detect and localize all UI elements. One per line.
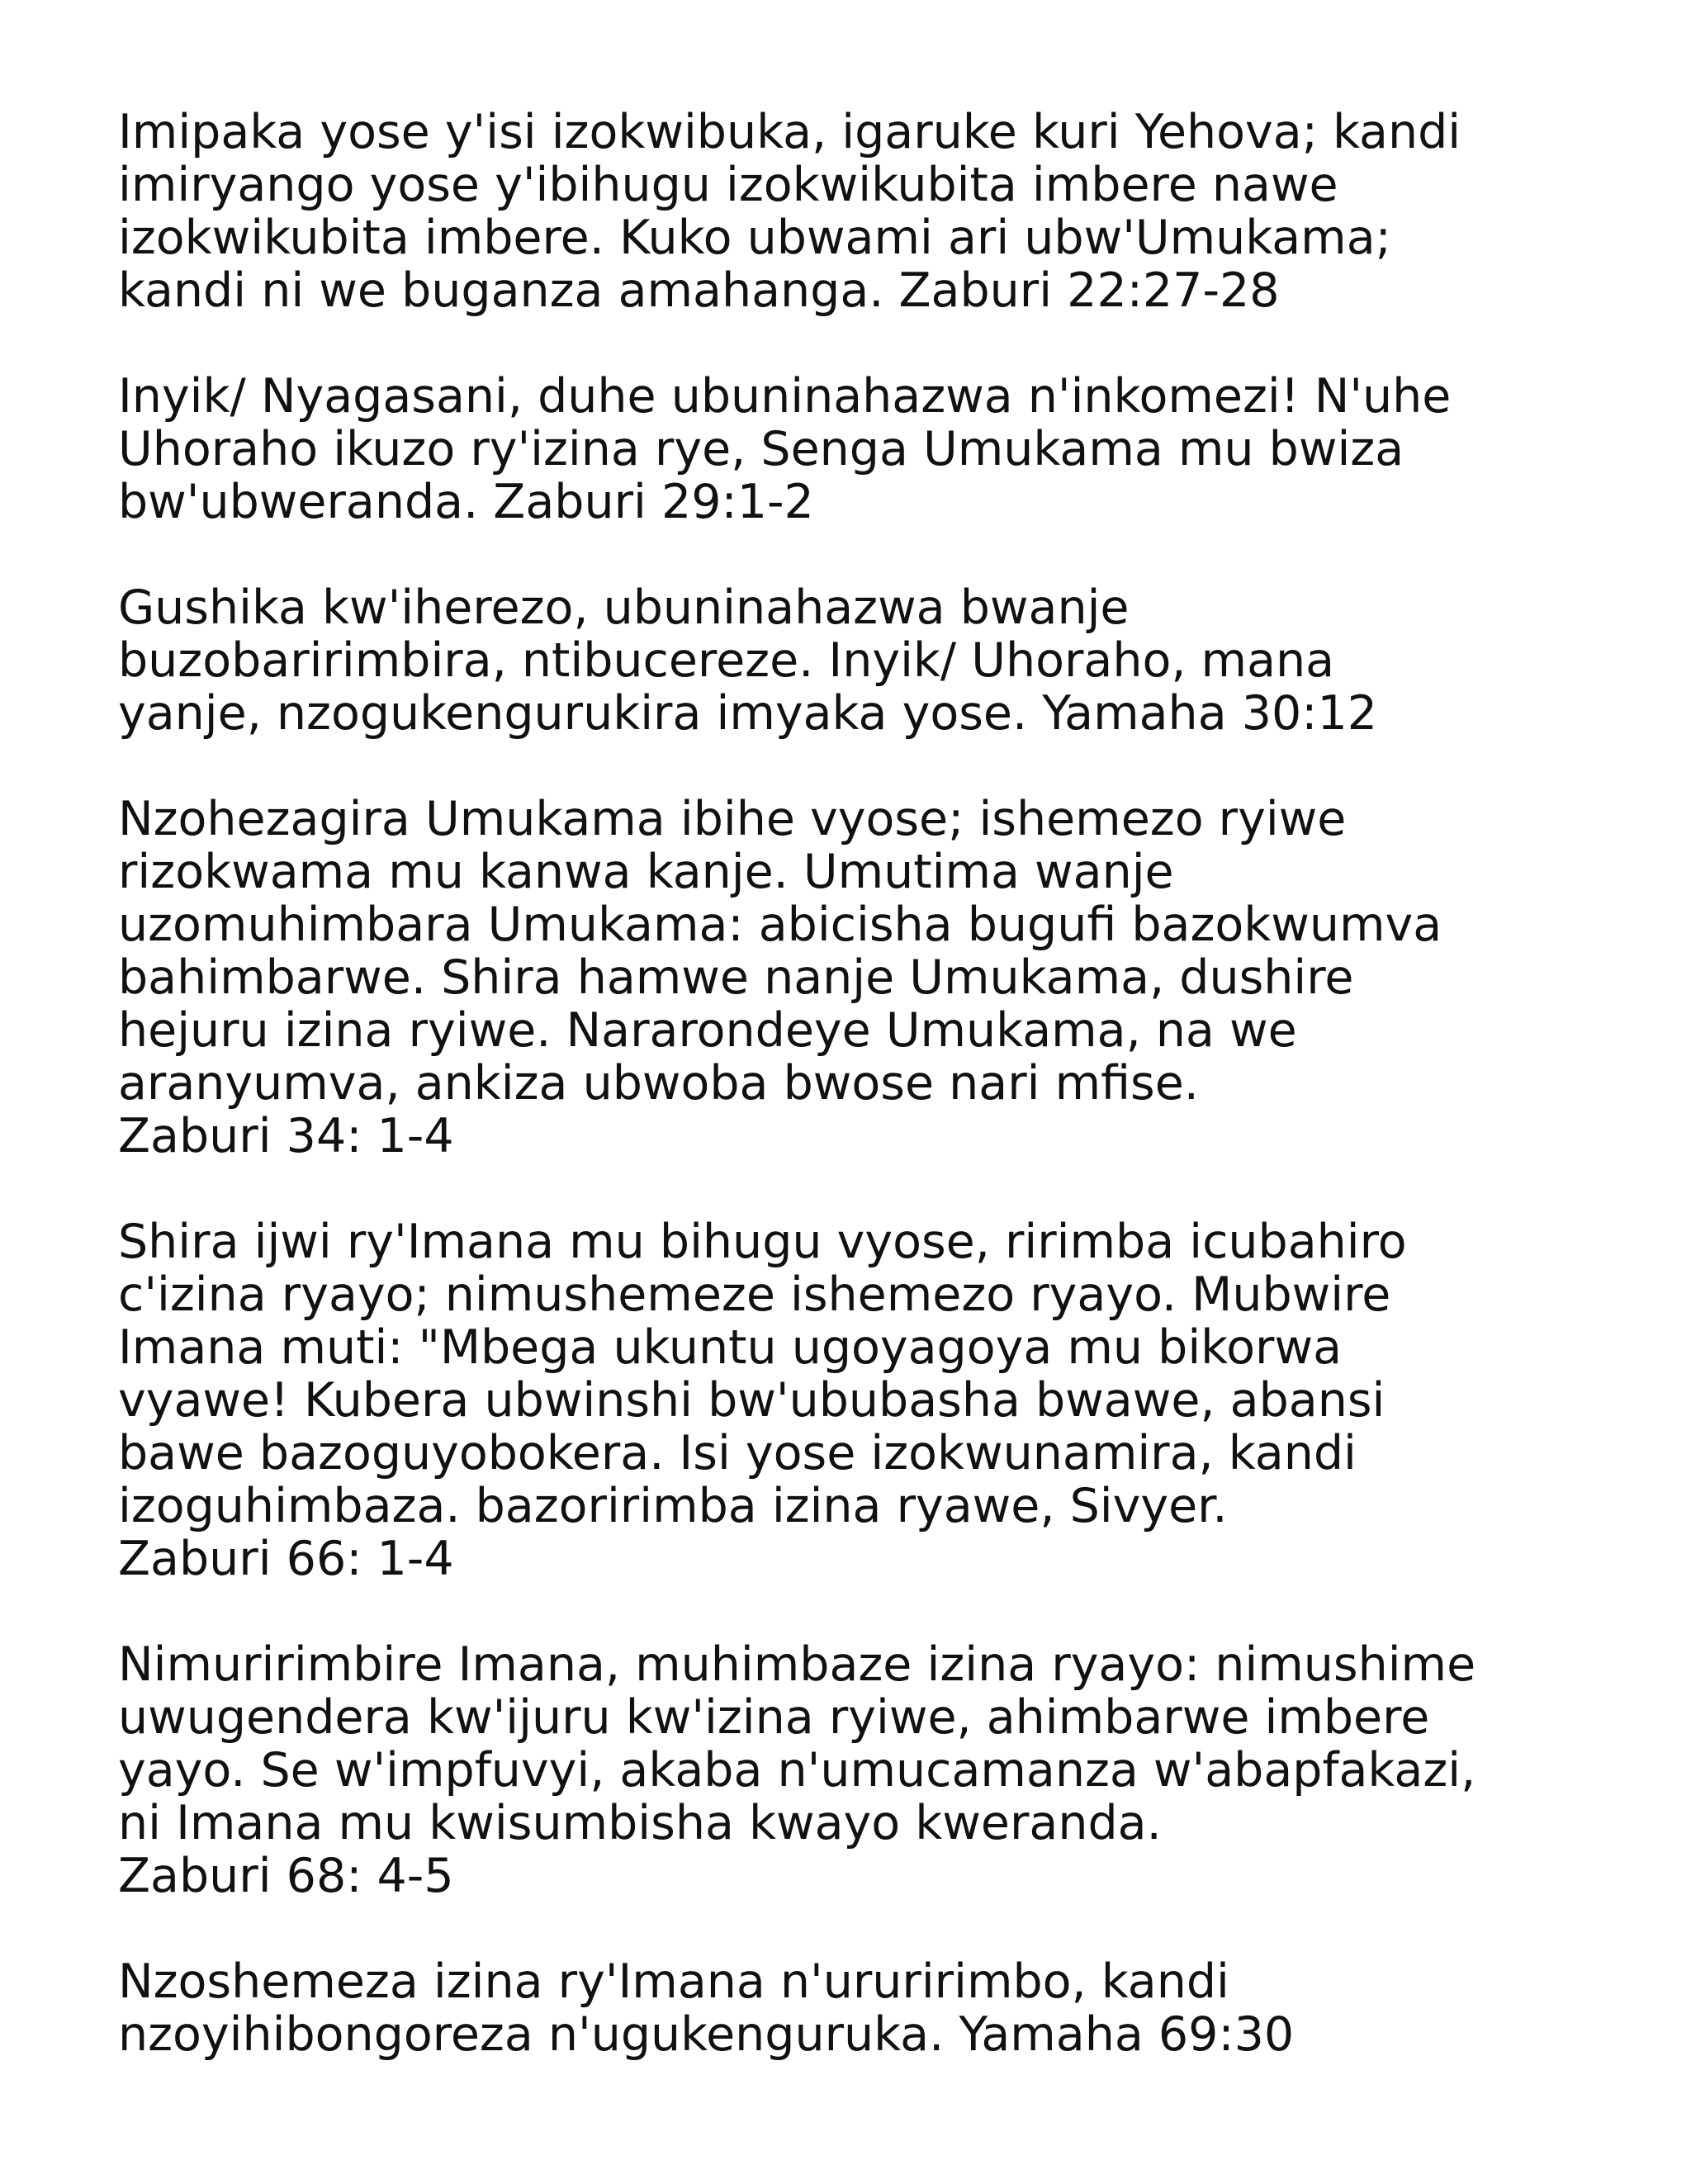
passage-psalm-69: Nzoshemeza izina ry'Imana n'ururirimbo, kandi nzoyihibongoreza n'ugukenguruka. Yamaha 69:30 (118, 1954, 1295, 2062)
passage-psalm-22: Imipaka yose y'isi izokwibuka, igaruke kuri Yehova; kandi imiryango yose y'ibihugu izokwikubita imbere nawe izokwikubita imbere. Kuko ubwami ari ubw'Umukama; kandi ni we buganza amahanga. Zaburi 22:27-28 (118, 105, 1461, 318)
passage-psalm-30: Gushika kw'iherezo, ubuninahazwa bwanje buzobaririmbira, ntibucereze. Inyik/ Uhoraho, mana yanje, nzogukengurukira imyaka yose. Yamaha 30:12 (118, 580, 1378, 741)
passage-psalm-34: Nzohezagira Umukama ibihe vyose; ishemezo ryiwe rizokwama mu kanwa kanje. Umutima wanje uzomuhimbara Umukama: abicisha bugufi bazokwumva bahimbarwe. Shira hamwe nanje Umukama, dushire hejuru izina ryiwe. Nararondeye Umukama, na we aranyumva, ankiza ubwoba bwose nari mfise. Zaburi 34: 1-4 (118, 792, 1442, 1163)
passage-psalm-29: Inyik/ Nyagasani, duhe ubuninahazwa n'inkomezi! N'uhe Uhoraho ikuzo ry'izina rye, Senga Umukama mu bwiza bw'ubweranda. Zaburi 29:1-2 (118, 369, 1452, 529)
passage-psalm-66: Shira ijwi ry'Imana mu bihugu vyose, ririmba icubahiro c'izina ryayo; nimushemeze ishemezo ryayo. Mubwire Imana muti: "Mbega ukuntu ugoyagoya mu bikorwa vyawe! Kubera ubwinshi bw'ububasha bwawe, abansi bawe bazoguyobokera. Isi yose izokwunamira, kandi izoguhimbaza. bazoririmba izina ryawe, Sivyer. Zaburi 66: 1-4 (118, 1215, 1407, 1586)
passage-psalm-68: Nimuririmbire Imana, muhimbaze izina ryayo: nimushime uwugendera kw'ijuru kw'izina ryiwe, ahimbarwe imbere yayo. Se w'impfuvyi, akaba n'umucamanza w'abapfakazi, ni Imana mu kwisumbisha kwayo kweranda. Zaburi 68: 4-5 (118, 1637, 1476, 1903)
document-page (118, 106, 1604, 2114)
